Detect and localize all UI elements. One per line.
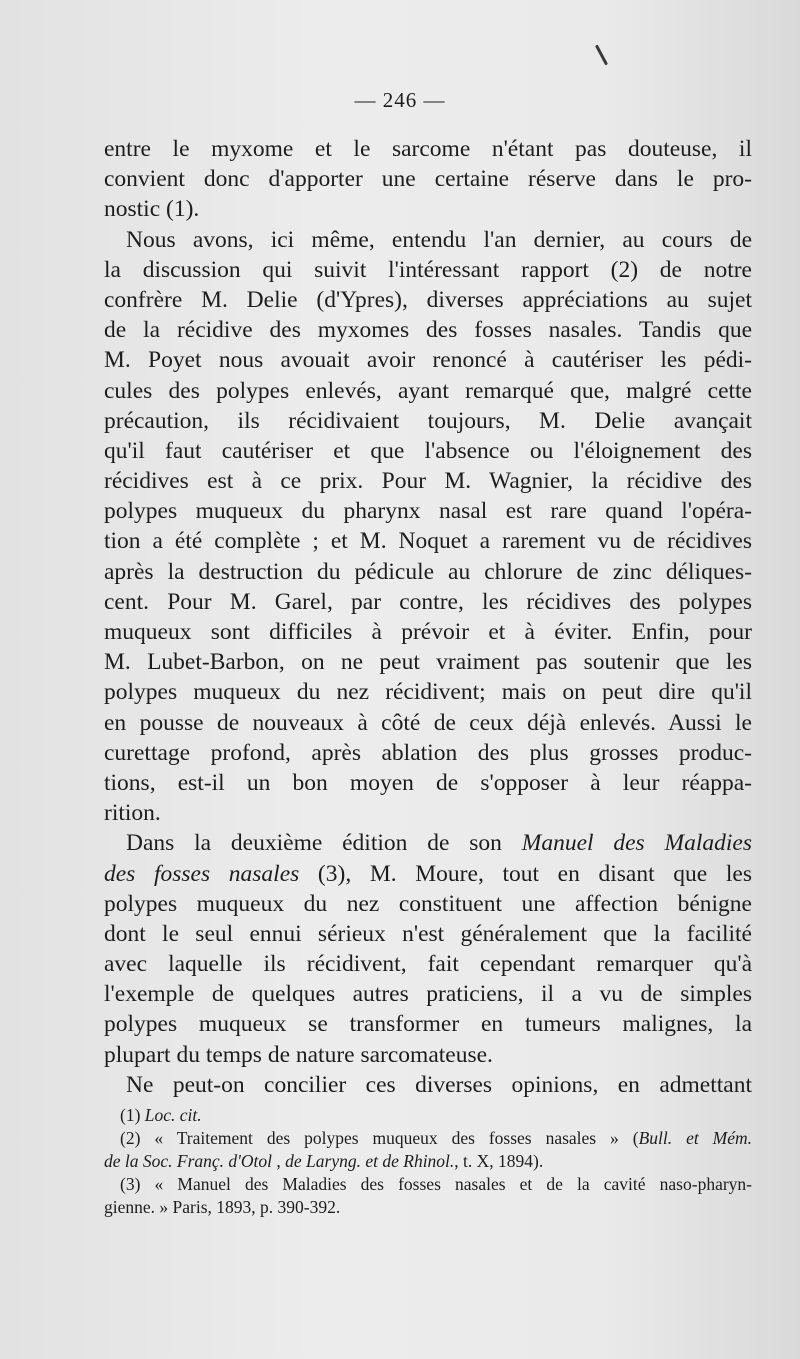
- footnote-text: ,: [272, 1151, 286, 1171]
- text-line: polypes muqueux du nez récidivent; mais on peut dire qu'il: [104, 679, 752, 706]
- footnotes: [104, 1104, 752, 1219]
- main-text: [104, 134, 752, 1100]
- text-run: Dans la deuxième édition de son: [126, 830, 522, 857]
- text-line: tion a été complète ; et M. Noquet a rarement vu de récidives: [104, 528, 752, 555]
- text-line: récidives est à ce prix. Pour M. Wagnier, la récidive des: [104, 468, 752, 495]
- text-line: polypes muqueux du nez constituent une affection bénigne: [104, 890, 752, 917]
- text-line: qu'il faut cautériser et que l'absence ou l'éloignement des: [104, 437, 752, 464]
- text-run: (3), M. Moure, tout en disant que les: [299, 860, 752, 887]
- footnote-italic: Loc. cit.: [144, 1105, 202, 1125]
- book-title: Manuel des Maladies: [521, 830, 752, 857]
- text-line: curettage profond, après ablation des plus grosses produc-: [104, 739, 752, 766]
- footnote-italic: Bull. et Mém.: [638, 1128, 752, 1148]
- pencil-mark: [595, 45, 608, 66]
- text-line: plupart du temps de nature sarcomateuse.: [104, 1041, 493, 1068]
- text-line: Ne peut-on concilier ces diverses opinions, en admettant: [126, 1071, 752, 1098]
- text-line: précaution, ils récidivaient toujours, M. Delie avançait: [104, 407, 752, 434]
- text-line: M. Poyet nous avouait avoir renoncé à cautériser les pédi-: [104, 347, 752, 374]
- text-line: M. Lubet-Barbon, on ne peut vraiment pas soutenir que les: [104, 649, 752, 676]
- text-line: cent. Pour M. Garel, par contre, les récidives des polypes: [104, 588, 752, 615]
- text-line: polypes muqueux du pharynx nasal est rare quand l'opéra-: [104, 498, 752, 525]
- text-line: de la récidive des myxomes des fosses nasales. Tandis que: [104, 317, 752, 344]
- text-line: cules des polypes enlevés, ayant remarqué que, malgré cette: [104, 377, 752, 404]
- text-line: dont le seul ennui sérieux n'est généralement que la facilité: [104, 920, 752, 947]
- footnote-2-cont: [104, 1150, 752, 1173]
- text-line: confrère M. Delie (d'Ypres), diverses appréciations au sujet: [104, 286, 752, 313]
- text-line: en pousse de nouveaux à côté de ceux déjà enlevés. Aussi le: [104, 709, 752, 736]
- text-line: rition.: [104, 800, 161, 827]
- text-line: nostic (1).: [104, 196, 200, 223]
- book-title: des fosses nasales: [104, 860, 300, 887]
- footnote-3: (3) « Manuel des Maladies des fosses nasales et de la cavité naso-pharyn-: [120, 1174, 752, 1194]
- text-line: entre le myxome et le sarcome n'étant pas douteuse, il: [104, 136, 752, 162]
- text-line: l'exemple de quelques autres praticiens, il a vu de simples: [104, 981, 752, 1008]
- footnote-italic: de la Soc. Franç. d'Otol: [104, 1151, 273, 1171]
- text-line: avec laquelle ils récidivent, fait cependant remarquer qu'à: [104, 951, 752, 978]
- text-line: [104, 828, 752, 858]
- text-line: [104, 859, 752, 889]
- footnote-1: [104, 1104, 752, 1127]
- footnote-3-cont: gienne. » Paris, 1893, p. 390-392.: [104, 1197, 341, 1217]
- footnote-text: (2) « Traitement des polypes muqueux des fosses nasales » (: [120, 1128, 639, 1148]
- footnote-text: , t. X, 1894).: [454, 1151, 544, 1171]
- text-line: la discussion qui suivit l'intéressant rapport (2) de notre: [104, 256, 752, 283]
- footnote-label: (1): [120, 1105, 145, 1125]
- text-line: après la destruction du pédicule au chlorure de zinc déliques-: [104, 558, 752, 585]
- text-line: tions, est-il un bon moyen de s'opposer à leur réappa-: [104, 769, 752, 796]
- footnote-italic: de Laryng. et de Rhinol.: [285, 1151, 455, 1171]
- footnote-2: [104, 1127, 752, 1150]
- text-line: Nous avons, ici même, entendu l'an dernier, au cours de: [126, 226, 752, 253]
- text-line: polypes muqueux se transformer en tumeurs malignes, la: [104, 1011, 752, 1038]
- text-line: convient donc d'apporter une certaine réserve dans le pro-: [104, 166, 752, 193]
- text-line: muqueux sont difficiles à prévoir et à éviter. Enfin, pour: [104, 619, 752, 645]
- page-number: — 246 —: [354, 88, 446, 112]
